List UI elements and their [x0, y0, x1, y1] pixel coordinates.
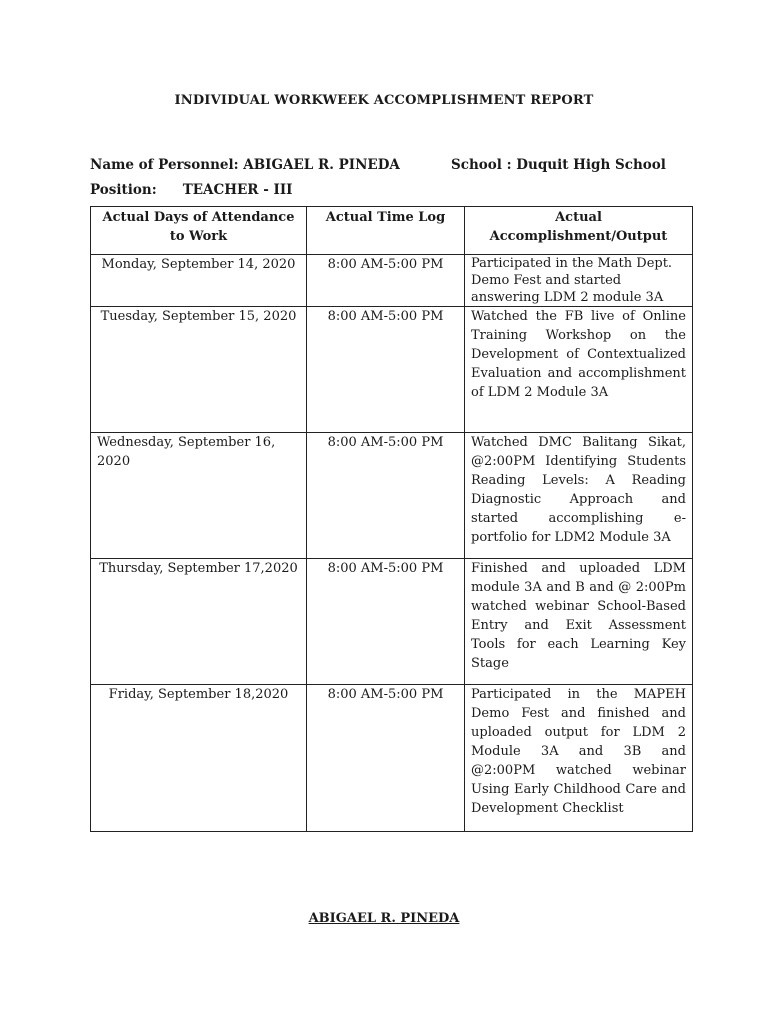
row-day: Wednesday, September 16, 2020 — [91, 433, 307, 559]
name-of-personnel: Name of Personnel: ABIGAEL R. PINEDA — [90, 157, 400, 173]
row-time: 8:00 AM-5:00 PM — [307, 255, 465, 307]
row-time: 8:00 AM-5:00 PM — [307, 433, 465, 559]
row-time: 8:00 AM-5:00 PM — [307, 307, 465, 433]
row-output: Watched the FB live of Online Training Workshop on the Development of Contextualized Evaluation and accomplishment of LDM 2 Module 3A — [465, 307, 693, 433]
row-time: 8:00 AM-5:00 PM — [307, 559, 465, 685]
row-day: Monday, September 14, 2020 — [91, 255, 307, 307]
table-row — [91, 433, 693, 559]
signature-block — [0, 911, 768, 926]
row-day: Tuesday, September 15, 2020 — [91, 307, 307, 433]
table-row — [91, 559, 693, 685]
school-name: School : Duquit High School — [451, 157, 666, 173]
row-day: Thursday, September 17,2020 — [91, 559, 307, 685]
table-row — [91, 307, 693, 433]
position-value: TEACHER - III — [182, 182, 293, 198]
position-label: Position: — [90, 182, 157, 198]
table-row — [91, 255, 693, 307]
row-day: Friday, September 18,2020 — [91, 685, 307, 832]
header-output: Actual Accomplishment/Output — [465, 207, 693, 255]
accomplishment-table — [90, 206, 693, 832]
position-line — [90, 182, 292, 198]
header-days: Actual Days of Attendance to Work — [91, 207, 307, 255]
row-output: Watched DMC Balitang Sikat, @2:00PM Identifying Students Reading Levels: A Reading Diagnostic Approach and started accomplishing e-portfolio for LDM2 Module 3A — [465, 433, 693, 559]
row-output: Finished and uploaded LDM module 3A and B and @ 2:00Pm watched webinar School-Based Entry and Exit Assessment Tools for each Learning Key Stage — [465, 559, 693, 685]
row-time: 8:00 AM-5:00 PM — [307, 685, 465, 832]
row-output: Participated in the MAPEH Demo Fest and finished and uploaded output for LDM 2 Module 3A and 3B and @2:00PM watched webinar Using Early Childhood Care and Development Checklist — [465, 685, 693, 832]
table-header-row — [91, 207, 693, 255]
header-time-log: Actual Time Log — [307, 207, 465, 255]
report-title: INDIVIDUAL WORKWEEK ACCOMPLISHMENT REPORT — [174, 93, 594, 108]
signature-name: ABIGAEL R. PINEDA — [308, 911, 460, 926]
table-row — [91, 685, 693, 832]
row-output: Participated in the Math Dept. Demo Fest and started answering LDM 2 module 3A — [465, 255, 693, 307]
